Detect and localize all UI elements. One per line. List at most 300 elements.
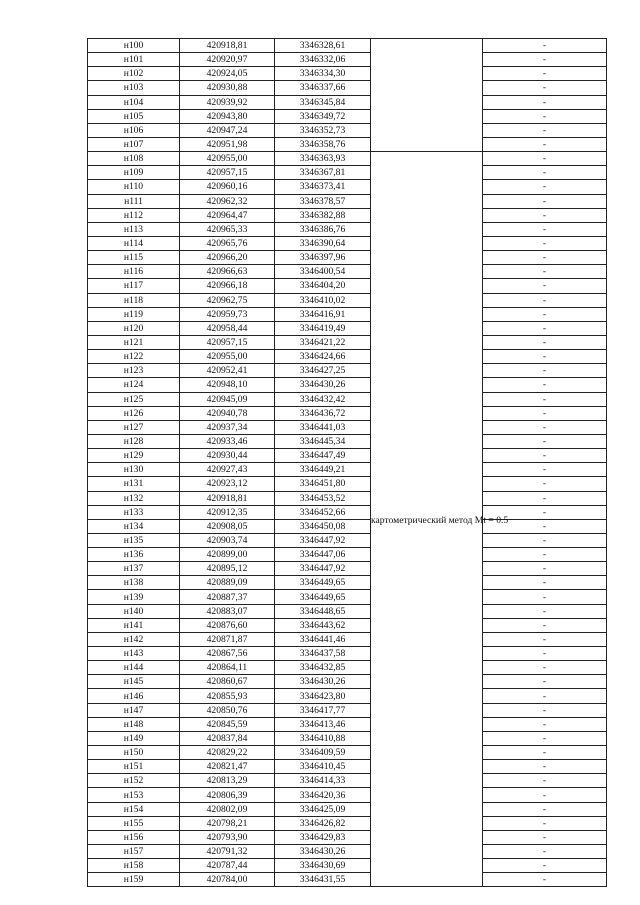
point-cell: н155 (88, 816, 180, 830)
point-cell: н122 (88, 350, 180, 364)
table-row (88, 449, 607, 463)
x-coordinate-cell: 420924,05 (180, 67, 275, 81)
x-coordinate-cell: 420798,21 (180, 816, 275, 830)
point-cell: н132 (88, 491, 180, 505)
point-cell: н130 (88, 463, 180, 477)
table-row (88, 816, 607, 830)
x-coordinate-cell: 420784,00 (180, 873, 275, 887)
y-coordinate-cell: 3346424,66 (275, 350, 371, 364)
point-cell: н111 (88, 194, 180, 208)
point-cell: н134 (88, 519, 180, 533)
y-coordinate-cell: 3346390,64 (275, 236, 371, 250)
table-row (88, 123, 607, 137)
point-cell: н118 (88, 293, 180, 307)
table-row (88, 463, 607, 477)
dash-cell: - (483, 845, 607, 859)
dash-cell: - (483, 236, 607, 250)
y-coordinate-cell: 3346449,65 (275, 590, 371, 604)
coordinates-table-body (88, 39, 607, 887)
y-coordinate-cell: 3346453,52 (275, 491, 371, 505)
table-row (88, 208, 607, 222)
y-coordinate-cell: 3346410,45 (275, 760, 371, 774)
x-coordinate-cell: 420957,15 (180, 335, 275, 349)
x-coordinate-cell: 420955,00 (180, 350, 275, 364)
dash-cell: - (483, 618, 607, 632)
x-coordinate-cell: 420895,12 (180, 562, 275, 576)
point-cell: н116 (88, 265, 180, 279)
x-coordinate-cell: 420787,44 (180, 859, 275, 873)
dash-cell: - (483, 717, 607, 731)
dash-cell: - (483, 39, 607, 53)
point-cell: н119 (88, 307, 180, 321)
point-cell: н141 (88, 618, 180, 632)
x-coordinate-cell: 420821,47 (180, 760, 275, 774)
table-row (88, 703, 607, 717)
y-coordinate-cell: 3346345,84 (275, 95, 371, 109)
table-row (88, 152, 607, 166)
point-cell: н127 (88, 420, 180, 434)
table-row (88, 689, 607, 703)
y-coordinate-cell: 3346367,81 (275, 166, 371, 180)
y-coordinate-cell: 3346447,92 (275, 562, 371, 576)
x-coordinate-cell: 420908,05 (180, 519, 275, 533)
point-cell: н117 (88, 279, 180, 293)
y-coordinate-cell: 3346430,26 (275, 845, 371, 859)
y-coordinate-cell: 3346413,46 (275, 717, 371, 731)
x-coordinate-cell: 420965,33 (180, 222, 275, 236)
dash-cell: - (483, 378, 607, 392)
dash-cell: - (483, 632, 607, 646)
point-cell: н152 (88, 774, 180, 788)
x-coordinate-cell: 420937,34 (180, 420, 275, 434)
table-row (88, 194, 607, 208)
y-coordinate-cell: 3346363,93 (275, 152, 371, 166)
point-cell: н159 (88, 873, 180, 887)
method-label: картометрический метод Mt = 0.5 (371, 515, 509, 527)
table-row (88, 802, 607, 816)
x-coordinate-cell: 420860,67 (180, 675, 275, 689)
dash-cell: - (483, 251, 607, 265)
x-coordinate-cell: 420793,90 (180, 830, 275, 844)
x-coordinate-cell: 420802,09 (180, 802, 275, 816)
table-row (88, 675, 607, 689)
table-row (88, 519, 607, 533)
dash-cell: - (483, 873, 607, 887)
dash-cell: - (483, 703, 607, 717)
point-cell: н109 (88, 166, 180, 180)
dash-cell: - (483, 449, 607, 463)
point-cell: н103 (88, 81, 180, 95)
y-coordinate-cell: 3346397,96 (275, 251, 371, 265)
y-coordinate-cell: 3346430,26 (275, 378, 371, 392)
dash-cell: - (483, 533, 607, 547)
point-cell: н153 (88, 788, 180, 802)
dash-cell: - (483, 67, 607, 81)
x-coordinate-cell: 420948,10 (180, 378, 275, 392)
point-cell: н124 (88, 378, 180, 392)
table-row (88, 307, 607, 321)
x-coordinate-cell: 420939,92 (180, 95, 275, 109)
x-coordinate-cell: 420903,74 (180, 533, 275, 547)
x-coordinate-cell: 420966,63 (180, 265, 275, 279)
point-cell: н129 (88, 449, 180, 463)
x-coordinate-cell: 420864,11 (180, 661, 275, 675)
point-cell: н145 (88, 675, 180, 689)
point-cell: н107 (88, 137, 180, 151)
table-row (88, 364, 607, 378)
table-row (88, 731, 607, 745)
dash-cell: - (483, 350, 607, 364)
x-coordinate-cell: 420845,59 (180, 717, 275, 731)
point-cell: н113 (88, 222, 180, 236)
dash-cell: - (483, 293, 607, 307)
x-coordinate-cell: 420943,80 (180, 109, 275, 123)
y-coordinate-cell: 3346328,61 (275, 39, 371, 53)
y-coordinate-cell: 3346447,49 (275, 449, 371, 463)
dash-cell: - (483, 816, 607, 830)
y-coordinate-cell: 3346378,57 (275, 194, 371, 208)
dash-cell: - (483, 731, 607, 745)
table-row (88, 109, 607, 123)
point-cell: н149 (88, 731, 180, 745)
dash-cell: - (483, 180, 607, 194)
y-coordinate-cell: 3346334,30 (275, 67, 371, 81)
table-row (88, 251, 607, 265)
point-cell: н114 (88, 236, 180, 250)
y-coordinate-cell: 3346410,88 (275, 731, 371, 745)
point-cell: н126 (88, 406, 180, 420)
y-coordinate-cell: 3346447,92 (275, 533, 371, 547)
table-row (88, 618, 607, 632)
table-row (88, 293, 607, 307)
y-coordinate-cell: 3346382,88 (275, 208, 371, 222)
y-coordinate-cell: 3346432,42 (275, 392, 371, 406)
point-cell: н123 (88, 364, 180, 378)
table-row (88, 180, 607, 194)
dash-cell: - (483, 95, 607, 109)
y-coordinate-cell: 3346417,77 (275, 703, 371, 717)
y-coordinate-cell: 3346400,54 (275, 265, 371, 279)
dash-cell: - (483, 123, 607, 137)
table-row (88, 845, 607, 859)
method-cell-upper (371, 39, 483, 152)
method-cell (371, 152, 509, 887)
dash-cell: - (483, 576, 607, 590)
table-row (88, 39, 607, 53)
point-cell: н112 (88, 208, 180, 222)
point-cell: н138 (88, 576, 180, 590)
point-cell: н100 (88, 39, 180, 53)
table-row (88, 279, 607, 293)
y-coordinate-cell: 3346447,06 (275, 548, 371, 562)
table-row (88, 533, 607, 547)
dash-cell: - (483, 392, 607, 406)
y-coordinate-cell: 3346410,02 (275, 293, 371, 307)
table-row (88, 746, 607, 760)
y-coordinate-cell: 3346427,25 (275, 364, 371, 378)
x-coordinate-cell: 420927,43 (180, 463, 275, 477)
table-row (88, 335, 607, 349)
table-row (88, 873, 607, 887)
dash-cell: - (483, 364, 607, 378)
point-cell: н140 (88, 604, 180, 618)
dash-cell: - (483, 689, 607, 703)
table-row (88, 406, 607, 420)
point-cell: н137 (88, 562, 180, 576)
dash-cell: - (483, 760, 607, 774)
table-row (88, 661, 607, 675)
y-coordinate-cell: 3346441,03 (275, 420, 371, 434)
point-cell: н156 (88, 830, 180, 844)
dash-cell: - (483, 279, 607, 293)
x-coordinate-cell: 420889,09 (180, 576, 275, 590)
point-cell: н121 (88, 335, 180, 349)
y-coordinate-cell: 3346425,09 (275, 802, 371, 816)
point-cell: н150 (88, 746, 180, 760)
table-row (88, 392, 607, 406)
x-coordinate-cell: 420933,46 (180, 434, 275, 448)
y-coordinate-cell: 3346421,22 (275, 335, 371, 349)
y-coordinate-cell: 3346452,66 (275, 505, 371, 519)
point-cell: н110 (88, 180, 180, 194)
table-row (88, 859, 607, 873)
y-coordinate-cell: 3346450,08 (275, 519, 371, 533)
table-row (88, 562, 607, 576)
table-row (88, 378, 607, 392)
x-coordinate-cell: 420837,84 (180, 731, 275, 745)
dash-cell: - (483, 463, 607, 477)
dash-cell: - (483, 830, 607, 844)
y-coordinate-cell: 3346426,82 (275, 816, 371, 830)
dash-cell: - (483, 590, 607, 604)
table-row (88, 576, 607, 590)
point-cell: н102 (88, 67, 180, 81)
table-row (88, 95, 607, 109)
x-coordinate-cell: 420806,39 (180, 788, 275, 802)
y-coordinate-cell: 3346420,36 (275, 788, 371, 802)
dash-cell: - (483, 661, 607, 675)
table-row (88, 788, 607, 802)
table-row (88, 505, 607, 519)
dash-cell: - (483, 604, 607, 618)
dash-cell: - (483, 675, 607, 689)
table-row (88, 236, 607, 250)
point-cell: н120 (88, 321, 180, 335)
x-coordinate-cell: 420945,09 (180, 392, 275, 406)
x-coordinate-cell: 420962,32 (180, 194, 275, 208)
y-coordinate-cell: 3346449,65 (275, 576, 371, 590)
table-row (88, 491, 607, 505)
coordinates-table (87, 38, 607, 887)
point-cell: н158 (88, 859, 180, 873)
x-coordinate-cell: 420958,44 (180, 321, 275, 335)
point-cell: н148 (88, 717, 180, 731)
x-coordinate-cell: 420966,18 (180, 279, 275, 293)
y-coordinate-cell: 3346358,76 (275, 137, 371, 151)
point-cell: н105 (88, 109, 180, 123)
y-coordinate-cell: 3346436,72 (275, 406, 371, 420)
x-coordinate-cell: 420947,24 (180, 123, 275, 137)
x-coordinate-cell: 420855,93 (180, 689, 275, 703)
point-cell: н151 (88, 760, 180, 774)
dash-cell: - (483, 519, 607, 533)
table-row (88, 717, 607, 731)
y-coordinate-cell: 3346332,06 (275, 53, 371, 67)
x-coordinate-cell: 420850,76 (180, 703, 275, 717)
x-coordinate-cell: 420867,56 (180, 647, 275, 661)
x-coordinate-cell: 420887,37 (180, 590, 275, 604)
x-coordinate-cell: 420912,35 (180, 505, 275, 519)
dash-cell: - (483, 265, 607, 279)
x-coordinate-cell: 420871,87 (180, 632, 275, 646)
table-row (88, 53, 607, 67)
point-cell: н101 (88, 53, 180, 67)
x-coordinate-cell: 420899,00 (180, 548, 275, 562)
y-coordinate-cell: 3346349,72 (275, 109, 371, 123)
dash-cell: - (483, 746, 607, 760)
dash-cell: - (483, 222, 607, 236)
x-coordinate-cell: 420920,97 (180, 53, 275, 67)
y-coordinate-cell: 3346352,73 (275, 123, 371, 137)
y-coordinate-cell: 3346409,59 (275, 746, 371, 760)
point-cell: н157 (88, 845, 180, 859)
x-coordinate-cell: 420883,07 (180, 604, 275, 618)
y-coordinate-cell: 3346448,65 (275, 604, 371, 618)
x-coordinate-cell: 420876,60 (180, 618, 275, 632)
x-coordinate-cell: 420951,98 (180, 137, 275, 151)
y-coordinate-cell: 3346441,46 (275, 632, 371, 646)
table-row (88, 830, 607, 844)
dash-cell: - (483, 406, 607, 420)
y-coordinate-cell: 3346414,33 (275, 774, 371, 788)
dash-cell: - (483, 802, 607, 816)
table-row (88, 604, 607, 618)
x-coordinate-cell: 420829,22 (180, 746, 275, 760)
dash-cell: - (483, 434, 607, 448)
table-row (88, 434, 607, 448)
dash-cell: - (483, 420, 607, 434)
x-coordinate-cell: 420965,76 (180, 236, 275, 250)
x-coordinate-cell: 420940,78 (180, 406, 275, 420)
table-row (88, 774, 607, 788)
point-cell: н143 (88, 647, 180, 661)
point-cell: н135 (88, 533, 180, 547)
y-coordinate-cell: 3346404,20 (275, 279, 371, 293)
dash-cell: - (483, 109, 607, 123)
y-coordinate-cell: 3346423,80 (275, 689, 371, 703)
point-cell: н108 (88, 152, 180, 166)
x-coordinate-cell: 420923,12 (180, 477, 275, 491)
y-coordinate-cell: 3346432,85 (275, 661, 371, 675)
dash-cell: - (483, 774, 607, 788)
point-cell: н133 (88, 505, 180, 519)
table-row (88, 67, 607, 81)
x-coordinate-cell: 420966,20 (180, 251, 275, 265)
table-row (88, 81, 607, 95)
point-cell: н128 (88, 434, 180, 448)
point-cell: н154 (88, 802, 180, 816)
y-coordinate-cell: 3346445,34 (275, 434, 371, 448)
y-coordinate-cell: 3346386,76 (275, 222, 371, 236)
x-coordinate-cell: 420955,00 (180, 152, 275, 166)
point-cell: н136 (88, 548, 180, 562)
table-row (88, 760, 607, 774)
y-coordinate-cell: 3346416,91 (275, 307, 371, 321)
dash-cell: - (483, 194, 607, 208)
table-row (88, 265, 607, 279)
y-coordinate-cell: 3346373,41 (275, 180, 371, 194)
table-row (88, 632, 607, 646)
table-row (88, 590, 607, 604)
dash-cell: - (483, 152, 607, 166)
x-coordinate-cell: 420962,75 (180, 293, 275, 307)
dash-cell: - (483, 477, 607, 491)
point-cell: н106 (88, 123, 180, 137)
x-coordinate-cell: 420930,44 (180, 449, 275, 463)
dash-cell: - (483, 647, 607, 661)
x-coordinate-cell: 420952,41 (180, 364, 275, 378)
x-coordinate-cell: 420960,16 (180, 180, 275, 194)
dash-cell: - (483, 53, 607, 67)
point-cell: н115 (88, 251, 180, 265)
point-cell: н144 (88, 661, 180, 675)
y-coordinate-cell: 3346431,55 (275, 873, 371, 887)
dash-cell: - (483, 859, 607, 873)
x-coordinate-cell: 420959,73 (180, 307, 275, 321)
dash-cell: - (483, 166, 607, 180)
dash-cell: - (483, 137, 607, 151)
dash-cell: - (483, 788, 607, 802)
point-cell: н125 (88, 392, 180, 406)
y-coordinate-cell: 3346449,21 (275, 463, 371, 477)
y-coordinate-cell: 3346430,26 (275, 675, 371, 689)
dash-cell: - (483, 335, 607, 349)
table-row (88, 647, 607, 661)
table-row (88, 420, 607, 434)
table-row (88, 548, 607, 562)
y-coordinate-cell: 3346437,58 (275, 647, 371, 661)
table-row (88, 321, 607, 335)
point-cell: н142 (88, 632, 180, 646)
dash-cell: - (483, 208, 607, 222)
dash-cell: - (483, 307, 607, 321)
y-coordinate-cell: 3346337,66 (275, 81, 371, 95)
point-cell: н146 (88, 689, 180, 703)
y-coordinate-cell: 3346430,69 (275, 859, 371, 873)
dash-cell: - (483, 548, 607, 562)
y-coordinate-cell: 3346443,62 (275, 618, 371, 632)
x-coordinate-cell: 420918,81 (180, 491, 275, 505)
y-coordinate-cell: 3346451,80 (275, 477, 371, 491)
table-row (88, 137, 607, 151)
x-coordinate-cell: 420964,47 (180, 208, 275, 222)
table-row (88, 477, 607, 491)
x-coordinate-cell: 420918,81 (180, 39, 275, 53)
y-coordinate-cell: 3346429,83 (275, 830, 371, 844)
dash-cell: - (483, 321, 607, 335)
table-row (88, 166, 607, 180)
dash-cell: - (483, 562, 607, 576)
dash-cell: - (483, 81, 607, 95)
table-row (88, 350, 607, 364)
x-coordinate-cell: 420930,88 (180, 81, 275, 95)
point-cell: н147 (88, 703, 180, 717)
point-cell: н131 (88, 477, 180, 491)
table-row (88, 222, 607, 236)
point-cell: н104 (88, 95, 180, 109)
dash-cell: - (483, 505, 607, 519)
x-coordinate-cell: 420957,15 (180, 166, 275, 180)
